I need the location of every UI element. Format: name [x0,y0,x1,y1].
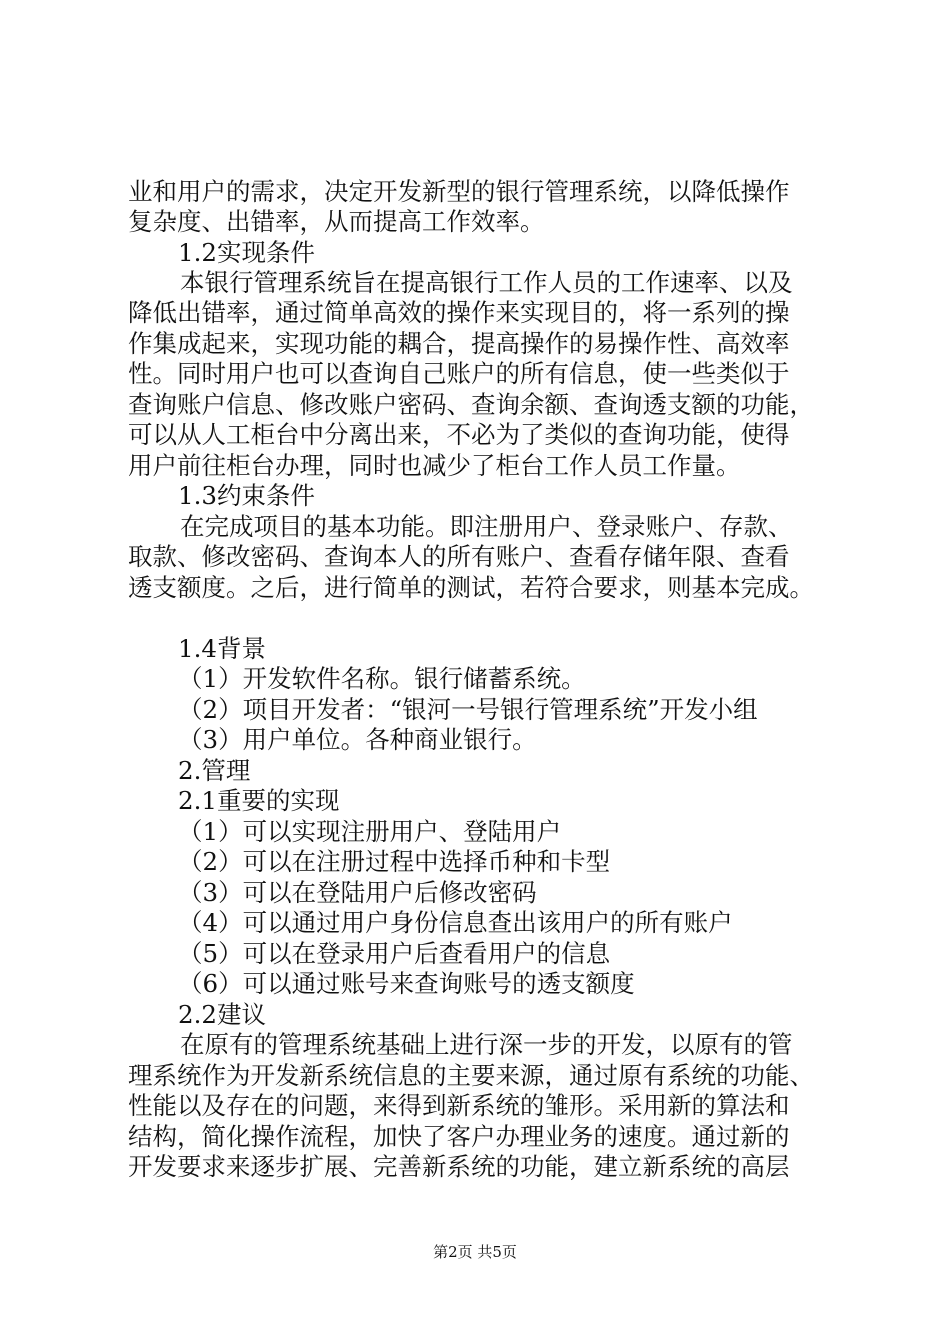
list-item: （3）可以在登陆用户后修改密码 [178,878,537,907]
section-heading: 1.3约束条件 [178,481,315,510]
body-text-line: 结构，简化操作流程，加快了客户办理业务的速度。通过新的 [128,1122,790,1151]
page-footer: 第2页 共5页 [433,1243,517,1261]
section-heading: 2.管理 [178,756,251,785]
body-text-line: 业和用户的需求，决定开发新型的银行管理系统，以降低操作 [128,177,790,206]
body-text-line: 降低出错率，通过简单高效的操作来实现目的，将一系列的操 [128,298,790,327]
section-heading: 1.4背景 [178,634,266,663]
body-text-line: 复杂度、出错率，从而提高工作效率。 [128,207,545,236]
list-item: （6）可以通过账号来查询账号的透支额度 [178,969,635,998]
list-item: （4）可以通过用户身份信息查出该用户的所有账户 [178,908,733,937]
body-text-line: 开发要求来逐步扩展、完善新系统的功能，建立新系统的高层 [128,1152,790,1181]
section-heading: 2.2建议 [178,1000,266,1029]
list-item: （1）开发软件名称。银行储蓄系统。 [178,664,586,693]
list-item: （2）项目开发者：“银河一号银行管理系统”开发小组 [178,695,758,724]
body-text-line: 查询账户信息、修改账户密码、查询余额、查询透支额的功能， [128,390,814,419]
body-text-line: 透支额度。之后，进行简单的测试，若符合要求，则基本完成。 [128,573,814,602]
body-text-line: 用户前往柜台办理，同时也减少了柜台工作人员工作量。 [128,451,741,480]
body-text-line: 性能以及存在的问题，来得到新系统的雏形。采用新的算法和 [128,1091,790,1120]
body-text-line: 可以从人工柜台中分离出来，不必为了类似的查询功能，使得 [128,420,790,449]
body-text-line: 在完成项目的基本功能。即注册用户、登录账户、存款、 [180,512,793,541]
body-text-line: 取款、修改密码、查询本人的所有账户、查看存储年限、查看 [128,542,790,571]
body-text-line: 性。同时用户也可以查询自己账户的所有信息，使一些类似于 [128,359,790,388]
body-text-line: 本银行管理系统旨在提高银行工作人员的工作速率、以及 [180,268,793,297]
list-item: （2）可以在注册过程中选择币种和卡型 [178,847,611,876]
section-heading: 1.2实现条件 [178,238,315,267]
body-text-line: 作集成起来，实现功能的耦合，提高操作的易操作性、高效率 [128,329,790,358]
body-text-line: 在原有的管理系统基础上进行深一步的开发，以原有的管 [180,1030,793,1059]
list-item: （3）用户单位。各种商业银行。 [178,725,537,754]
list-item: （5）可以在登录用户后查看用户的信息 [178,939,611,968]
section-heading: 2.1重要的实现 [178,786,340,815]
body-text-line: 理系统作为开发新系统信息的主要来源，通过原有系统的功能、 [128,1061,814,1090]
list-item: （1）可以实现注册用户、登陆用户 [178,817,562,846]
